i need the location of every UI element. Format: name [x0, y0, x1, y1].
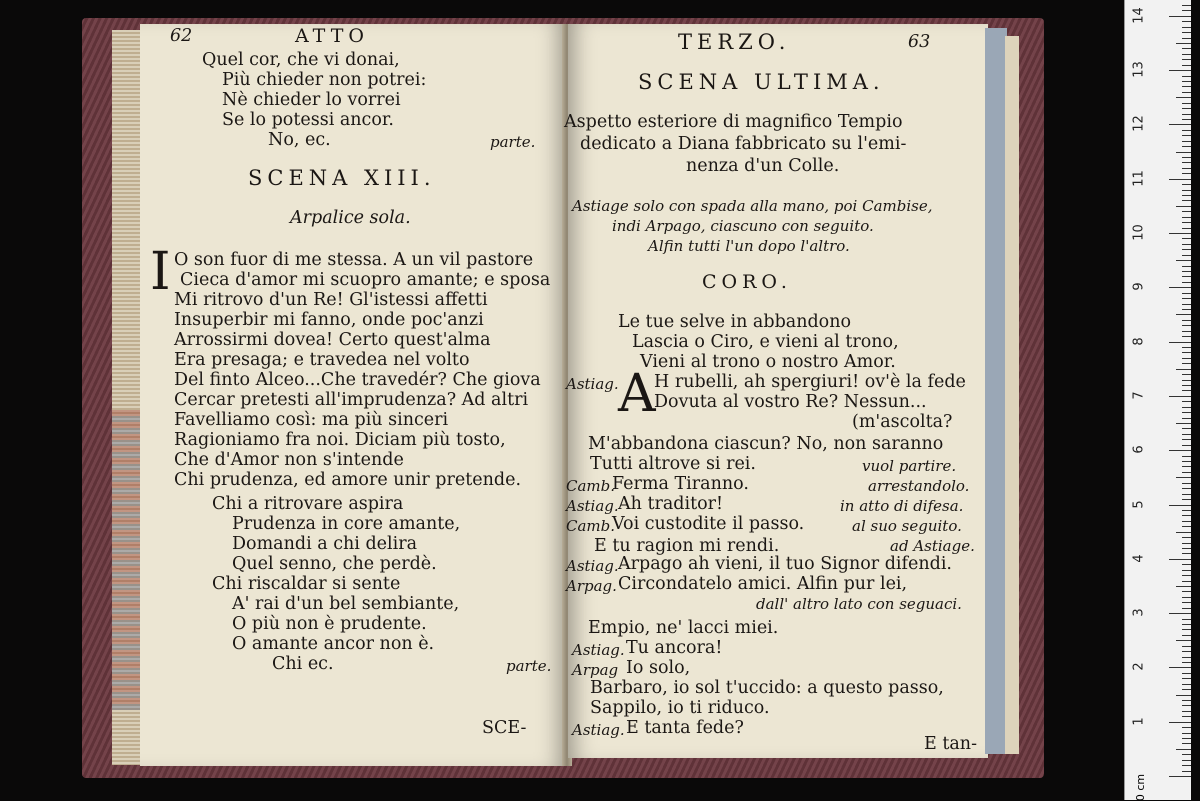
scene-heading: SCENA XIII.	[248, 166, 436, 190]
dialogue-line: Io solo,	[626, 658, 691, 678]
ruler-number: 2	[1131, 662, 1147, 672]
ruler-tick	[1182, 412, 1191, 413]
ruler-tick	[1182, 298, 1191, 299]
ruler-tick	[1176, 43, 1191, 44]
stage-direction: indi Arpago, ciascuno con seguito.	[612, 217, 874, 235]
ruler-tick	[1182, 358, 1191, 359]
aria-line: A' rai d'un bel sembiante,	[232, 594, 460, 614]
ruler-tick	[1169, 124, 1191, 125]
ruler-tick	[1182, 689, 1191, 690]
ruler-tick	[1182, 32, 1191, 33]
right-page-number: 63	[908, 32, 931, 52]
dialogue-line: E tu ragion mi rendi.	[594, 536, 780, 556]
ruler-tick	[1182, 380, 1191, 381]
ruler-tick	[1182, 21, 1191, 22]
ruler-tick	[1176, 423, 1191, 424]
ruler-tick	[1169, 559, 1191, 560]
ruler-tick	[1182, 130, 1191, 131]
stage-direction: al suo seguito.	[852, 517, 962, 535]
ruler-tick	[1182, 716, 1191, 717]
ruler-tick	[1169, 70, 1191, 71]
ruler-tick	[1182, 249, 1191, 250]
ruler-tick	[1182, 190, 1191, 191]
dialogue-line: Voi custodite il passo.	[612, 514, 805, 534]
ruler-tick	[1176, 260, 1191, 261]
ruler-tick	[1182, 428, 1191, 429]
ruler-tick	[1176, 152, 1191, 153]
ruler-tick	[1182, 624, 1191, 625]
ruler-tick	[1182, 320, 1191, 321]
verse-line: Mi ritrovo d'un Re! Gl'istessi affetti	[174, 290, 488, 310]
ruler-tick	[1182, 743, 1191, 744]
ruler-tick	[1169, 450, 1191, 451]
page-edge-cream	[1005, 36, 1019, 754]
setting-line: Aspetto esteriore di magnifico Tempio	[564, 112, 903, 132]
verse-line: Arrossirmi dovea! Certo quest'alma	[174, 330, 491, 350]
aria-line: Chi a ritrovare aspira	[212, 494, 404, 514]
ruler-tick	[1182, 483, 1191, 484]
ruler-tick	[1176, 532, 1191, 533]
ruler-tick	[1182, 211, 1191, 212]
dialogue-line: Tutti altrove si rei.	[590, 454, 756, 474]
ruler-tick	[1182, 200, 1191, 201]
ruler-tick	[1182, 10, 1191, 11]
ruler-tick	[1182, 629, 1191, 630]
verse-line: Ragioniamo fra noi. Diciam più tosto,	[174, 430, 506, 450]
dialogue-line: Sappilo, io ti riduco.	[590, 698, 770, 718]
ruler-tick	[1182, 119, 1191, 120]
ruler-tick	[1182, 184, 1191, 185]
ruler-tick	[1182, 352, 1191, 353]
ruler-tick	[1182, 602, 1191, 603]
ruler-tick	[1182, 255, 1191, 256]
ruler-tick	[1182, 771, 1191, 772]
dialogue-line: Tu ancora!	[626, 638, 723, 658]
ruler-tick	[1176, 749, 1191, 750]
chorus-line: Le tue selve in abbandono	[618, 312, 852, 332]
speaker-label: Astiag.	[572, 721, 625, 739]
ruler-number: 8	[1131, 336, 1147, 346]
ruler-tick	[1169, 233, 1191, 234]
chorus-line: Vieni al trono o nostro Amor.	[640, 352, 896, 372]
stage-direction: in atto di difesa.	[840, 497, 964, 515]
ruler-number: 9	[1131, 282, 1147, 291]
stage-direction: ad Astiage.	[890, 537, 975, 555]
ruler-tick	[1182, 195, 1191, 196]
intro-line: Più chieder non potrei:	[222, 70, 427, 90]
ruler-tick	[1176, 586, 1191, 587]
verse-line: Favelliamo così: ma più sinceri	[174, 410, 449, 430]
aria-line: Quel senno, che perdè.	[232, 554, 437, 574]
dialogue-line: Barbaro, io sol t'uccido: a questo passo,	[590, 678, 944, 698]
ruler-tick	[1182, 92, 1191, 93]
verse-line: Che d'Amor non s'intende	[174, 450, 404, 470]
ruler-tick	[1182, 738, 1191, 739]
ruler-tick	[1182, 733, 1191, 734]
intro-line: Quel cor, che vi donai,	[202, 50, 400, 70]
ruler-tick	[1182, 222, 1191, 223]
ruler-tick	[1182, 38, 1191, 39]
ruler-tick	[1182, 662, 1191, 663]
ruler-tick	[1182, 331, 1191, 332]
ruler-tick	[1182, 103, 1191, 104]
dialogue-line: M'abbandona ciascun? No, non saranno	[588, 434, 944, 454]
scene-heading: SCENA ULTIMA.	[638, 70, 885, 94]
ruler-tick	[1182, 304, 1191, 305]
ruler-tick	[1182, 347, 1191, 348]
ruler-tick	[1182, 760, 1191, 761]
ruler-tick	[1182, 108, 1191, 109]
ruler-tick	[1182, 276, 1191, 277]
ruler-tick	[1182, 543, 1191, 544]
ruler-tick	[1169, 396, 1191, 397]
ruler-tick	[1182, 597, 1191, 598]
ruler-tick	[1176, 314, 1191, 315]
chorus-line: Lascia o Ciro, e vieni al trono,	[632, 332, 899, 352]
ruler-tick	[1182, 678, 1191, 679]
drop-cap: I	[150, 242, 171, 302]
ruler-tick	[1169, 613, 1191, 614]
ruler-tick	[1182, 390, 1191, 391]
ruler-tick	[1182, 673, 1191, 674]
setting-line: dedicato a Diana fabbricato su l'emi-	[580, 134, 907, 154]
ruler-tick	[1182, 727, 1191, 728]
speaker-label: Arpag	[572, 661, 619, 679]
ruler-number: 3	[1131, 608, 1147, 617]
ruler-tick	[1182, 564, 1191, 565]
dialogue-line: Ah traditor!	[618, 494, 724, 514]
ruler-tick	[1182, 5, 1191, 6]
ruler-tick	[1169, 16, 1191, 17]
ruler-tick	[1176, 640, 1191, 641]
left-page	[140, 24, 565, 766]
ruler-tick	[1182, 293, 1191, 294]
ruler-tick	[1169, 722, 1191, 723]
ruler-tick	[1182, 466, 1191, 467]
ruler-tick	[1182, 684, 1191, 685]
setting-line: nenza d'un Colle.	[686, 156, 840, 176]
ruler-tick	[1182, 374, 1191, 375]
stage-direction: arrestandolo.	[868, 477, 970, 495]
ruler-tick	[1182, 575, 1191, 576]
verse-line: Chi prudenza, ed amore unir pretende.	[174, 470, 522, 490]
ruler-tick	[1182, 282, 1191, 283]
left-running-header: ATTO	[295, 25, 369, 47]
ruler-tick	[1182, 510, 1191, 511]
ruler-tick	[1182, 635, 1191, 636]
ruler-tick	[1182, 146, 1191, 147]
ruler-tick	[1182, 86, 1191, 87]
ruler-tick	[1182, 700, 1191, 701]
ruler-tick	[1176, 97, 1191, 98]
ruler-tick	[1182, 76, 1191, 77]
ruler-tick	[1182, 608, 1191, 609]
ruler-number: 12	[1131, 115, 1147, 133]
ruler-tick	[1182, 456, 1191, 457]
ruler-tick	[1182, 439, 1191, 440]
dialogue-line: Ferma Tiranno.	[612, 474, 749, 494]
catchword: SCE-	[482, 718, 527, 738]
ruler-tick	[1182, 217, 1191, 218]
speaker-label: Astiag.	[566, 497, 619, 515]
ruler-tick	[1182, 27, 1191, 28]
ruler-tick	[1182, 657, 1191, 658]
ruler-tick	[1182, 168, 1191, 169]
ruler-tick	[1176, 695, 1191, 696]
stage-direction: Alfin tutti l'un dopo l'altro.	[648, 237, 850, 255]
ruler-tick	[1182, 418, 1191, 419]
intro-line: Nè chieder lo vorrei	[222, 90, 401, 110]
ruler-tick	[1169, 505, 1191, 506]
ruler-tick	[1169, 287, 1191, 288]
ruler-tick	[1182, 619, 1191, 620]
aria-line: O più non è prudente.	[232, 614, 427, 634]
stage-direction: Astiage solo con spada alla mano, poi Cambise,	[572, 197, 933, 215]
drop-cap: A	[618, 364, 656, 424]
ruler-tick	[1182, 651, 1191, 652]
ruler-tick	[1182, 488, 1191, 489]
ruler-number: 4	[1131, 554, 1147, 563]
ruler-unit: 0 cm	[1134, 773, 1148, 801]
catchword: E tan-	[924, 734, 977, 754]
speaker-label: Astiag.	[572, 641, 625, 659]
page-edge-blue	[985, 28, 1007, 754]
ruler-tick	[1182, 765, 1191, 766]
ruler-tick	[1176, 206, 1191, 207]
ruler-tick	[1182, 54, 1191, 55]
ruler-tick	[1182, 271, 1191, 272]
verse-line: Cercar pretesti all'imprudenza? Ad altri	[174, 390, 529, 410]
intro-line: Se lo potessi ancor.	[222, 110, 394, 130]
ruler-number: 7	[1131, 391, 1147, 400]
ruler-tick	[1182, 461, 1191, 462]
dialogue-line: H rubelli, ah spergiuri! ov'è la fede	[654, 372, 966, 392]
dialogue-line: Dovuta al vostro Re? Nessun...	[654, 392, 927, 412]
ruler-tick	[1182, 114, 1191, 115]
left-page-number: 62	[170, 26, 193, 46]
ruler-tick	[1169, 776, 1191, 777]
ruler-tick	[1182, 59, 1191, 60]
ruler-tick	[1182, 548, 1191, 549]
ruler-number: 10	[1131, 224, 1147, 241]
ruler-tick	[1182, 157, 1191, 158]
ruler-tick	[1182, 407, 1191, 408]
ruler-tick	[1182, 591, 1191, 592]
ruler-number: 5	[1131, 499, 1147, 509]
ruler-tick	[1182, 173, 1191, 174]
aria-line: Domandi a chi delira	[232, 534, 418, 554]
ruler-tick	[1182, 65, 1191, 66]
speaker-label: Camb.	[566, 477, 616, 495]
ruler-tick	[1169, 179, 1191, 180]
speaker-label: Astiag.	[566, 375, 619, 393]
right-running-header: TERZO.	[678, 30, 791, 54]
dialogue-line: (m'ascolta?	[852, 412, 953, 432]
intro-line: No, ec.	[268, 130, 331, 150]
ruler-tick	[1182, 521, 1191, 522]
ruler-tick	[1169, 342, 1191, 343]
ruler-tick	[1182, 754, 1191, 755]
ruler-tick	[1182, 309, 1191, 310]
measurement-ruler	[1124, 0, 1191, 800]
ruler-tick	[1182, 401, 1191, 402]
ruler-tick	[1182, 228, 1191, 229]
aria-line: Chi ec.	[272, 654, 334, 674]
ruler-tick	[1182, 141, 1191, 142]
ruler-tick	[1182, 266, 1191, 267]
verse-line: O son fuor di me stessa. A un vil pastore	[174, 250, 534, 270]
ruler-tick	[1182, 363, 1191, 364]
ruler-tick	[1182, 553, 1191, 554]
ruler-tick	[1176, 369, 1191, 370]
ruler-number: 6	[1131, 445, 1147, 454]
ruler-tick	[1182, 81, 1191, 82]
ruler-tick	[1182, 325, 1191, 326]
ruler-tick	[1182, 537, 1191, 538]
ruler-tick	[1169, 667, 1191, 668]
ruler-tick	[1182, 494, 1191, 495]
ruler-tick	[1182, 434, 1191, 435]
ruler-tick	[1182, 499, 1191, 500]
stage-direction: parte.	[490, 133, 536, 151]
verse-line: Insuperbir mi fanno, onde poc'anzi	[174, 310, 484, 330]
ruler-tick	[1182, 135, 1191, 136]
ruler-tick	[1182, 385, 1191, 386]
dialogue-line: Circondatelo amici. Alfin pur lei,	[618, 574, 908, 594]
stage-direction: parte.	[506, 657, 552, 675]
ruler-tick	[1182, 336, 1191, 337]
ruler-tick	[1182, 711, 1191, 712]
ruler-tick	[1182, 472, 1191, 473]
ruler-number: 11	[1131, 169, 1147, 187]
ruler-tick	[1182, 48, 1191, 49]
ruler-tick	[1176, 477, 1191, 478]
ruler-number: 14	[1131, 7, 1147, 24]
verse-line: Era presaga; e travedea nel volto	[174, 350, 470, 370]
right-page	[564, 24, 988, 758]
ruler-tick	[1182, 515, 1191, 516]
dialogue-line: E tanta fede?	[626, 718, 744, 738]
aria-line: O amante ancor non è.	[232, 634, 435, 654]
ruler-tick	[1182, 244, 1191, 245]
dialogue-line: Arpago ah vieni, il tuo Signor difendi.	[618, 554, 952, 574]
aria-line: Chi riscaldar si sente	[212, 574, 401, 594]
stage-direction: dall' altro lato con seguaci.	[756, 595, 962, 613]
aria-line: Prudenza in core amante,	[232, 514, 461, 534]
speaker-label: Arpag.	[566, 577, 617, 595]
ruler-tick	[1182, 581, 1191, 582]
ruler-tick	[1182, 238, 1191, 239]
speaker-label: Astiag.	[566, 557, 619, 575]
ruler-tick	[1182, 646, 1191, 647]
character-note: Arpalice sola.	[290, 208, 411, 228]
verse-line: Cieca d'amor mi scuopro amante; e sposa	[180, 270, 551, 290]
ruler-tick	[1182, 445, 1191, 446]
ruler-number: 1	[1131, 717, 1147, 726]
ruler-tick	[1182, 705, 1191, 706]
ruler-number: 13	[1131, 61, 1147, 78]
ruler-tick	[1182, 162, 1191, 163]
verse-line: Del finto Alceo...Che travedér? Che giova	[174, 370, 541, 390]
ruler-tick	[1182, 526, 1191, 527]
chorus-heading: CORO.	[702, 271, 792, 293]
ruler-tick	[1182, 570, 1191, 571]
stage-direction: vuol partire.	[862, 457, 957, 475]
speaker-label: Camb.	[566, 517, 616, 535]
dialogue-line: Empio, ne' lacci miei.	[588, 618, 779, 638]
